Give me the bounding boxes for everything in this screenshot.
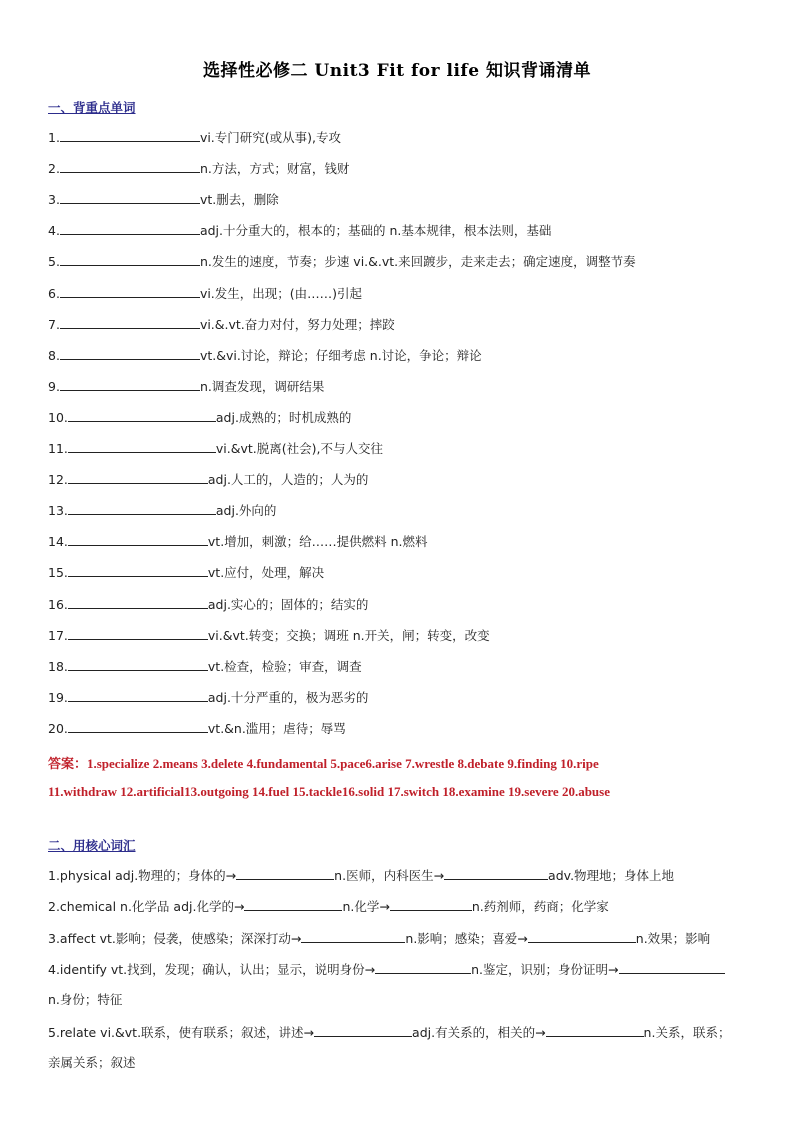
answer-blank[interactable] [68,563,208,577]
answer-blank[interactable] [68,470,208,484]
vocab-item [48,719,346,738]
vocab-definition: vi.&vt.转变；交换；调班 n.开关，闸；转变，改变 [207,628,490,643]
vocab-item [48,657,362,676]
vocab-definition: n.发生的速度，节奏；步速 vi.&.vt.来回踱步，走来走去；确定速度，调整节奏 [199,254,636,269]
word-family-prompt: 2.chemical n.化学品 adj.化学的→ [48,899,245,914]
vocab-number: 10. [48,410,68,425]
vocab-definition: vt.增加，刺激；给……提供燃料 n.燃料 [207,534,428,549]
answer-blank[interactable] [528,929,636,943]
vocab-definition: adj.十分严重的，极为恶劣的 [207,690,369,705]
vocab-number: 6. [48,286,60,301]
vocab-item [48,439,383,458]
vocab-item [48,284,362,303]
answer-blank[interactable] [68,532,208,546]
vocab-item [48,595,368,614]
word-family-prompt: n.鉴定，识别；身份证明→ [471,962,619,977]
vocab-item [48,563,324,582]
answer-blank[interactable] [546,1023,644,1037]
word-family-prompt: n.医师，内科医生→ [334,868,445,883]
word-family-prompt: n.化学→ [342,899,390,914]
word-family-item [48,960,725,979]
answer-blank[interactable] [60,346,200,360]
answer-blank[interactable] [68,595,208,609]
answer-blank[interactable] [236,866,334,880]
answer-blank[interactable] [68,688,208,702]
vocab-definition: adj.实心的；固体的；结实的 [207,597,369,612]
answer-blank[interactable] [390,897,472,911]
vocab-item [48,408,351,427]
vocab-definition: vt.&n.滥用；虐待；辱骂 [207,721,346,736]
vocab-item [48,377,324,396]
vocab-item [48,315,395,334]
word-family-prompt: 3.affect vt.影响；侵袭，使感染；深深打动→ [48,931,302,946]
vocab-number: 14. [48,534,68,549]
vocab-item [48,190,279,209]
word-family-prompt: n.效果；影响 [635,931,711,946]
answer-blank[interactable] [375,960,471,974]
answer-blank[interactable] [314,1023,412,1037]
answer-blank[interactable] [68,719,208,733]
section-heading-vocabulary: 一、背重点单词 [48,100,136,115]
vocab-item [48,128,341,147]
vocab-definition: vt.检查，检验；审查，调查 [207,659,362,674]
vocab-definition: vt.应付，处理，解决 [207,565,325,580]
vocab-definition: n.方法，方式；财富，钱财 [199,161,350,176]
vocab-number: 13. [48,503,68,518]
vocab-number: 19. [48,690,68,705]
vocab-definition: adj.十分重大的，根本的；基础的 n.基本规律，根本法则，基础 [199,223,552,238]
answer-blank[interactable] [244,897,342,911]
vocab-definition: vi.专门研究(或从事),专攻 [199,130,342,145]
vocab-definition: vi.&.vt.奋力对付，努力处理；摔跤 [199,317,395,332]
vocab-number: 3. [48,192,60,207]
answer-blank[interactable] [68,501,216,515]
word-family-item [48,897,609,916]
answer-blank[interactable] [619,960,725,974]
vocab-item [48,688,368,707]
word-family-item [48,929,710,948]
answer-blank[interactable] [60,377,200,391]
vocab-definition: adj.外向的 [215,503,277,518]
vocab-definition: vt.删去，删除 [199,192,279,207]
word-family-item-continuation: 亲属关系；叙述 [48,1055,136,1070]
vocab-item [48,221,551,240]
answer-line-2: 11.withdraw 12.artificial13.outgoing 14.fuel 15.tackle16.solid 17.switch 18.examine 19.severe 20.abuse [48,784,610,799]
word-family-prompt: n.关系，联系； [643,1025,731,1040]
vocab-number: 9. [48,379,60,394]
vocab-number: 12. [48,472,68,487]
answer-blank[interactable] [60,159,200,173]
vocab-definition: adj.人工的，人造的；人为的 [207,472,369,487]
vocab-number: 18. [48,659,68,674]
vocab-definition: vi.&vt.脱离(社会),不与人交往 [215,441,383,456]
vocab-number: 4. [48,223,60,238]
answer-line-1: 答案：1.specialize 2.means 3.delete 4.fundamental 5.pace6.arise 7.wrestle 8.debate 9.finding 10.ripe [48,756,599,771]
vocab-number: 7. [48,317,60,332]
vocab-item [48,252,636,271]
vocab-definition: vt.&vi.讨论，辩论；仔细考虑 n.讨论，争论；辩论 [199,348,482,363]
word-family-prompt: adv.物理地；身体上地 [548,868,675,883]
answer-blank[interactable] [68,626,208,640]
vocab-item [48,626,490,645]
word-family-prompt: 5.relate vi.&vt.联系，使有联系；叙述，讲述→ [48,1025,315,1040]
word-family-prompt: n.药剂师，药商；化学家 [471,899,609,914]
vocab-definition: n.调查发现，调研结果 [199,379,325,394]
answer-blank[interactable] [301,929,405,943]
vocab-item [48,532,428,551]
vocab-number: 5. [48,254,60,269]
vocab-number: 16. [48,597,68,612]
vocab-definition: vi.发生，出现；(由……)引起 [199,286,363,301]
word-family-item-continuation: n.身份；特征 [48,992,123,1007]
vocab-item [48,346,482,365]
vocab-item [48,501,276,520]
word-family-prompt: n.影响；感染；喜爱→ [405,931,528,946]
answer-blank[interactable] [60,190,200,204]
vocab-number: 1. [48,130,60,145]
answer-blank[interactable] [68,439,216,453]
word-family-item [48,866,674,885]
word-family-prompt: 4.identify vt.找到，发现；确认，认出；显示，说明身份→ [48,962,376,977]
vocab-item [48,159,349,178]
vocab-number: 17. [48,628,68,643]
word-family-item [48,1023,730,1042]
answer-blank[interactable] [60,128,200,142]
answer-blank[interactable] [60,221,200,235]
vocab-item [48,470,368,489]
word-family-prompt: adj.有关系的，相关的→ [412,1025,546,1040]
answer-blank[interactable] [60,284,200,298]
vocab-definition: adj.成熟的；时机成熟的 [215,410,352,425]
vocab-number: 20. [48,721,68,736]
answer-blank[interactable] [444,866,548,880]
vocab-number: 8. [48,348,60,363]
word-family-prompt: 1.physical adj.物理的；身体的→ [48,868,237,883]
vocab-number: 11. [48,441,68,456]
section-heading-core-words: 二、用核心词汇 [48,838,136,853]
page-title: 选择性必修二 Unit3 Fit for life 知识背诵清单 [203,61,591,81]
answer-blank[interactable] [60,315,200,329]
answer-blank[interactable] [68,408,216,422]
answer-blank[interactable] [68,657,208,671]
vocab-number: 2. [48,161,60,176]
answer-blank[interactable] [60,252,200,266]
vocab-number: 15. [48,565,68,580]
